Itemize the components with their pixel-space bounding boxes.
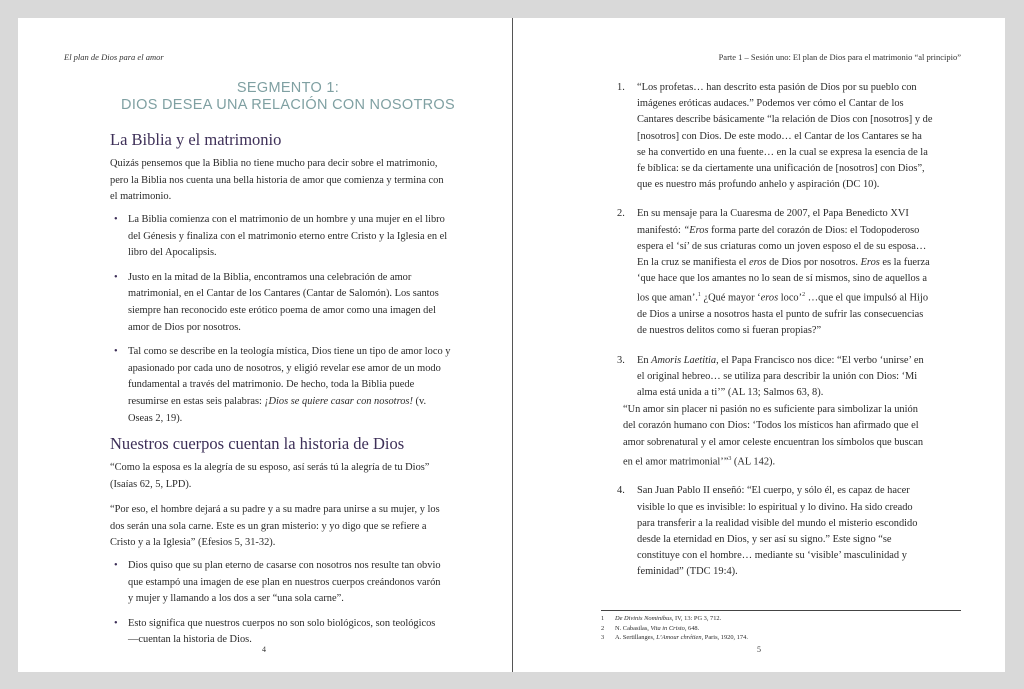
- list-item: [617, 353, 933, 471]
- item-number: 1.: [617, 82, 625, 93]
- footnote-number: 2: [601, 624, 605, 632]
- bullet-list-2: [114, 558, 448, 649]
- list-item: [617, 206, 933, 339]
- item-italic: “Eros: [683, 224, 709, 236]
- item-text: (AL 142).: [731, 456, 776, 468]
- footnote-italic: L’Amour chrétien: [656, 634, 702, 641]
- heading-biblia-matrimonio: La Biblia y el matrimonio: [110, 130, 282, 149]
- quote-efesios: “Por eso, el hombre dejará a su padre y a su madre para unirse a su mujer, y los dos serán una sola carne. Este es un gran misterio: y yo digo que se refiere a Cristo y a la Iglesia” (Efesios 5, 31-32).: [110, 504, 440, 549]
- footnote: [601, 624, 961, 634]
- footnotes: [601, 610, 961, 643]
- list-item: • Dios quiso que su plan eterno de casarse con nosotros nos resulte tan obvio que estampó una imagen de ese plan en nuestros cuerpos creándonos varón y mujer y llamando a los dos a ser “una sola carne”.: [114, 558, 448, 608]
- footnote-ref: 3: [728, 455, 732, 462]
- right-page: [513, 18, 1005, 672]
- item-text: forma parte del corazón de Dios: el Todopoderoso espera el ‘sí’ de sus criaturas como un joven esposo el de su esposa… En la cruz se manifiesta el: [637, 224, 927, 269]
- item-extra-paragraph: [623, 402, 933, 470]
- left-page: [18, 18, 512, 672]
- bullet3-text: Tal como se describe en la teología mística, Dios tiene un tipo de amor loco y apasionado por cada uno de nosotros, y eligió revelar ese amor de un modo fundamental a través del matrimonio. De hecho, toda la Biblia puede resumirse en estas seis palabras:: [128, 346, 451, 407]
- list-item: [114, 344, 452, 427]
- numbered-list: [617, 80, 933, 581]
- footnote-number: 3: [601, 634, 605, 641]
- running-head-right: Parte 1 – Sesión uno: El plan de Dios para el matrimonio “al principio”: [718, 52, 961, 62]
- footnote-text: , Paris, 1920, 174.: [701, 634, 748, 641]
- bullet-list-1: [114, 212, 452, 427]
- bullet3-italic: ¡Dios se quiere casar con nosotros!: [264, 395, 413, 407]
- item-text: de Dios por nosotros.: [766, 257, 861, 269]
- intro-paragraph: Quizás pensemos que la Biblia no tiene mucho para decir sobre el matrimonio, pero la Biblia nos cuenta una bella historia de amor que comienza y termina con el matrimonio.: [110, 158, 444, 203]
- footnote-number: 1: [601, 615, 605, 622]
- item-italic: eros: [748, 257, 767, 269]
- item-text: ¿Qué mayor ‘: [700, 292, 761, 304]
- heading-cuerpos-historia: Nuestros cuerpos cuentan la historia de Dios: [110, 434, 405, 453]
- item-text: loco’: [778, 292, 803, 304]
- item-italic: Amoris Laetitia: [651, 354, 717, 366]
- list-item: [617, 483, 933, 580]
- footnote-italic: Vita in Cristo: [650, 624, 685, 632]
- item-number: 4.: [617, 485, 625, 497]
- item-text: es la fuerza ‘que hace que los amantes no lo sean de sí mismos, sino de aquellos a los que aman’.: [637, 257, 930, 304]
- footnote-text: , IV, 13: PG 3, 712.: [671, 615, 722, 622]
- segment-title: [78, 80, 498, 114]
- footnote-ref: 2: [802, 292, 806, 299]
- item-text: “Los profetas… han descrito esta pasión de Dios por su pueblo con imágenes eróticas audaces.” Podemos ver cómo el Cantar de los Cantares describe básicamente “la relación de Dios con [nosotros] y de [nosotros] con Dios. De este modo… el Cantar de los Cantares se ha se ha convertido en una fuente… en la cual se expresa la esencia de la fe bíblica: se da ciertamente una unificación de [nosotros] con Dios”, que es nuestro más profundo anhelo y aspiración (DC 10).: [637, 82, 933, 191]
- page-number-right: 5: [757, 645, 761, 654]
- footnote: [601, 614, 961, 624]
- segment-title-line2: DIOS DESEA UNA RELACIÓN CON NOSOTROS: [121, 97, 455, 113]
- item-text: …que el que impulsó al Hijo de Dios a unirse a nosotros hasta el punto de sufrir las consecuencias de nuestros delitos como si fueran propias?”: [637, 292, 929, 337]
- segment-title-line1: SEGMENTO 1:: [236, 80, 340, 96]
- item-italic: Eros: [860, 257, 880, 269]
- footnote-italic: De Divinis Nominibus: [615, 615, 672, 622]
- item-text: En su mensaje para la Cuaresma de 2007, el Papa Benedicto XVI manifestó:: [637, 208, 909, 236]
- list-item: • La Biblia comienza con el matrimonio de un hombre y una mujer en el libro del Génesis y finaliza con el matrimonio eterno entre Cristo y la Iglesia en el libro del Apocalipsis.: [114, 212, 452, 262]
- page-number-left: 4: [262, 645, 266, 654]
- item-text: San Juan Pablo II enseñó: “El cuerpo, y sólo él, es capaz de hacer visible lo que es invisible: lo espiritual y lo divino. Ha sido creado para transferir a la realidad visible del mundo el misterio escondido desde la eternidad en Dios, y ser así su signo.” Este signo “se constituye con el hombre… mediante su ‘visible’ masculinidad y feminidad” (TDC 19:4).: [637, 485, 918, 578]
- bullet3-ref: (v. Oseas 2, 19).: [128, 395, 427, 424]
- item-text: , el Papa Francisco nos dice: “El verbo ‘unirse’ en el original hebreo… se utiliza para describir la unión con Dios: ‘Mi alma está unida a ti’” (AL 13; Salmos 63, 8).: [637, 354, 924, 398]
- running-head-left: El plan de Dios para el amor: [64, 52, 164, 62]
- list-item: [617, 80, 933, 193]
- item-number: 2.: [617, 208, 625, 220]
- footnote: [601, 633, 961, 643]
- item-italic: eros: [760, 292, 779, 304]
- item-text: “Un amor sin placer ni pasión no es suficiente para simbolizar la unión del corazón humano con Dios: ‘Todos los místicos han afirmado que el amor sobrenatural y el amor celeste encuentran los símbolos que buscan en el amor matrimonial’”: [623, 404, 924, 468]
- footnote-text: A. Sertillanges,: [615, 634, 657, 641]
- item-number: 3.: [617, 354, 625, 366]
- footnote-text: N. Cabasilas,: [615, 624, 651, 632]
- list-item: • Esto significa que nuestros cuerpos no son solo biológicos, son teológicos —cuentan la historia de Dios.: [114, 616, 448, 649]
- footnote-ref: 1: [697, 292, 701, 299]
- footnote-text: , 648.: [684, 624, 700, 632]
- quote-isaias: “Como la esposa es la alegría de su esposo, así serás tú la alegría de tu Dios” (Isaías 62, 5, LPD).: [110, 462, 430, 490]
- item-text: En: [637, 354, 652, 366]
- list-item: • Justo en la mitad de la Biblia, encontramos una celebración de amor matrimonial, en el Cantar de los Cantares (Cantar de Salomón). Los santos siempre han reconocido este erótico poema de amor como una imagen del amor de Dios por nosotros.: [114, 270, 452, 336]
